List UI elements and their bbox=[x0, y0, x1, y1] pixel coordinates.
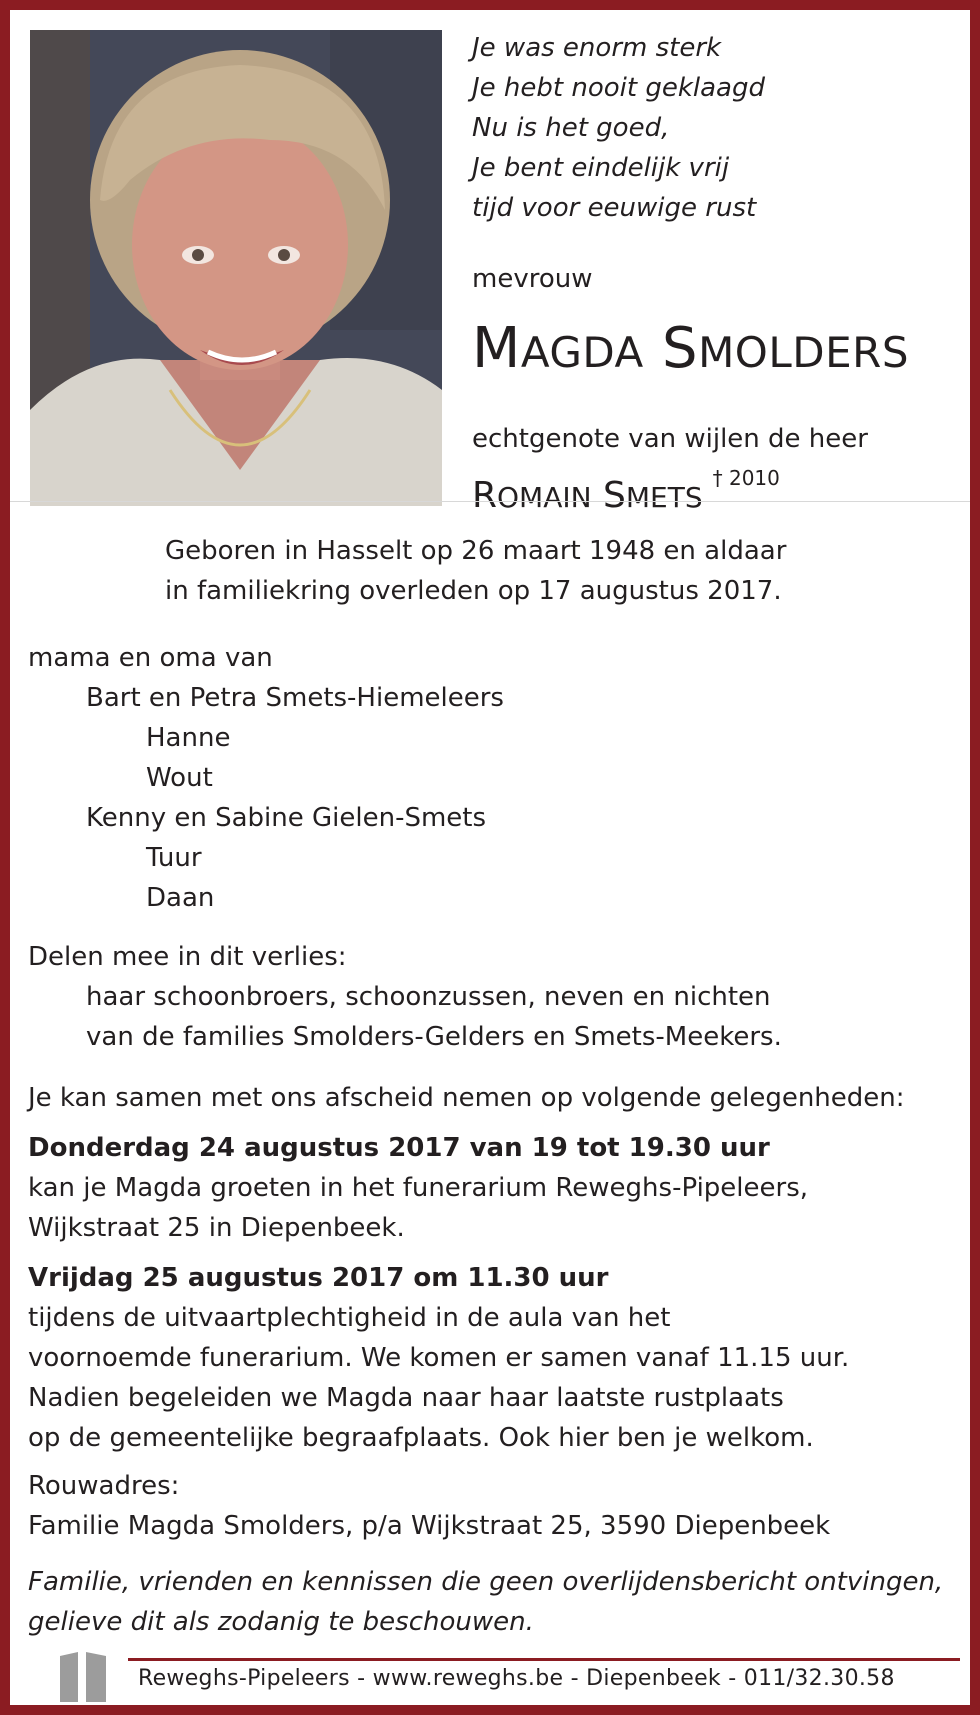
poem-line: tijd voor eeuwige rust bbox=[472, 193, 757, 223]
last-name-initial: S bbox=[662, 316, 699, 381]
farewell-intro: Je kan samen met ons afscheid nemen op volgende gelegenheden: bbox=[28, 1083, 905, 1113]
mourners-line: van de families Smolders-Gelders en Smets-Meekers. bbox=[86, 1022, 782, 1052]
poem-line: Je hebt nooit geklaagd bbox=[472, 73, 765, 103]
mourning-address bbox=[28, 1466, 830, 1546]
spouse-last-initial: S bbox=[603, 475, 626, 516]
spouse-relation: echtgenote van wijlen de heer bbox=[472, 424, 868, 454]
child-name: Kenny en Sabine Gielen-Smets bbox=[86, 803, 487, 833]
event-line: voornoemde funerarium. We komen er samen vanaf 11.15 uur. bbox=[28, 1343, 850, 1373]
family-list bbox=[28, 638, 504, 918]
poem-line: Je bent eindelijk vrij bbox=[472, 153, 730, 183]
deceased-name bbox=[472, 316, 909, 381]
spouse-last-rest: METS bbox=[625, 481, 703, 514]
address-value: Familie Magda Smolders, p/a Wijkstraat 25, 3590 Diepenbeek bbox=[28, 1511, 831, 1541]
footer-text: Reweghs-Pipeleers - www.reweghs.be - Diepenbeek - 011/32.30.58 bbox=[138, 1666, 895, 1691]
poem bbox=[472, 28, 765, 228]
death-line: in familiekring overleden op 17 augustus 2017. bbox=[165, 576, 782, 606]
family-intro: mama en oma van bbox=[28, 643, 273, 673]
event-heading: Vrijdag 25 augustus 2017 om 11.30 uur bbox=[28, 1263, 609, 1293]
event-line: Nadien begeleiden we Magda naar haar laatste rustplaats bbox=[28, 1383, 784, 1413]
spouse-name bbox=[472, 466, 780, 516]
closing-note bbox=[28, 1562, 943, 1642]
address-label: Rouwadres: bbox=[28, 1471, 180, 1501]
honorific: mevrouw bbox=[472, 264, 593, 294]
mourners-intro: Delen mee in dit verlies: bbox=[28, 942, 347, 972]
event-line: kan je Magda groeten in het funerarium Reweghs-Pipeleers, bbox=[28, 1173, 809, 1203]
spouse-first-initial: R bbox=[472, 475, 498, 516]
grandchild-name: Daan bbox=[146, 883, 215, 913]
mourners bbox=[28, 937, 782, 1057]
first-name-initial: M bbox=[472, 316, 521, 381]
grandchild-name: Hanne bbox=[146, 723, 231, 753]
farewell-event-1 bbox=[28, 1128, 808, 1248]
poem-line: Nu is het goed, bbox=[472, 113, 670, 143]
poem-line: Je was enorm sterk bbox=[472, 33, 722, 63]
closing-line: Familie, vrienden en kennissen die geen overlijdensbericht ontvingen, bbox=[28, 1567, 944, 1597]
child-name: Bart en Petra Smets-Hiemeleers bbox=[86, 683, 504, 713]
first-name-rest: AGDA bbox=[520, 328, 644, 377]
event-line: tijdens de uitvaartplechtigheid in de aula van het bbox=[28, 1303, 671, 1333]
farewell-event-2 bbox=[28, 1258, 849, 1458]
portrait-illustration bbox=[30, 30, 442, 506]
event-line: op de gemeentelijke begraafplaats. Ook hier ben je welkom. bbox=[28, 1423, 814, 1453]
grandchild-name: Wout bbox=[146, 763, 213, 793]
footer-divider bbox=[128, 1658, 960, 1661]
event-line: Wijkstraat 25 in Diepenbeek. bbox=[28, 1213, 405, 1243]
event-heading: Donderdag 24 augustus 2017 van 19 tot 19.30 uur bbox=[28, 1133, 770, 1163]
birth-death-info bbox=[165, 531, 786, 611]
last-name-rest: MOLDERS bbox=[698, 328, 909, 377]
birth-line: Geboren in Hasselt op 26 maart 1948 en aldaar bbox=[165, 536, 787, 566]
funeral-home-logo-icon bbox=[56, 1650, 114, 1702]
spouse-first-rest: OMAIN bbox=[497, 481, 592, 514]
divider bbox=[10, 501, 970, 502]
grandchild-name: Tuur bbox=[146, 843, 202, 873]
mourners-line: haar schoonbroers, schoonzussen, neven en nichten bbox=[86, 982, 771, 1012]
closing-line: gelieve dit als zodanig te beschouwen. bbox=[28, 1607, 534, 1637]
spouse-death-year: † 2010 bbox=[712, 466, 780, 490]
portrait-photo bbox=[30, 30, 442, 506]
